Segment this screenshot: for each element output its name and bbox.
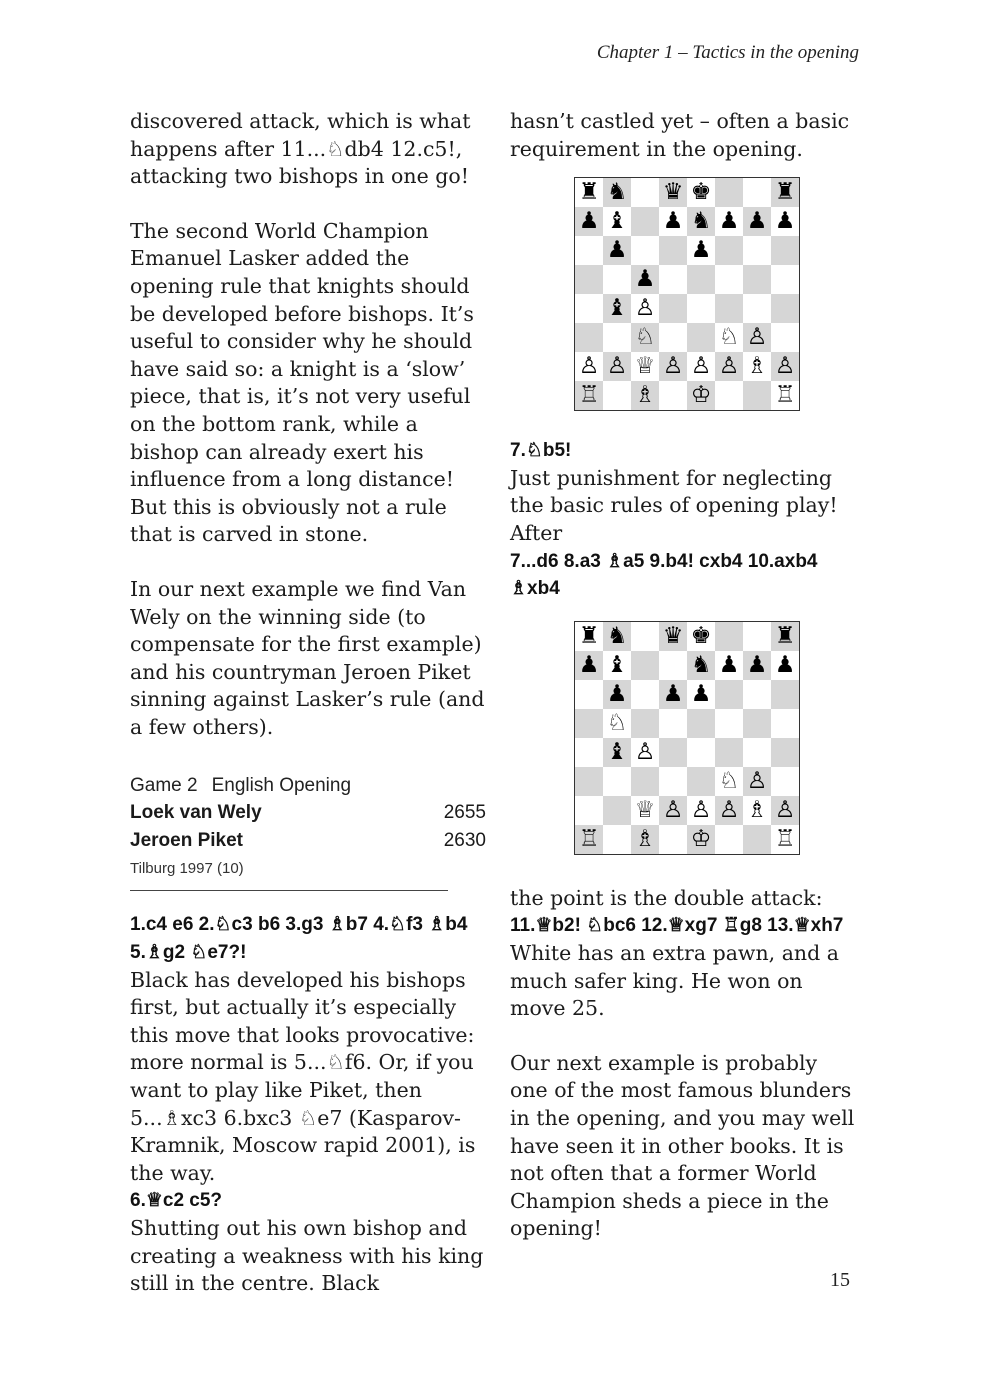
square-d2: ♙ [659,796,687,825]
square-a4 [575,738,603,767]
square-a1: ♖ [575,825,603,854]
square-f4 [715,294,743,323]
square-f7: ♟ [715,207,743,236]
square-f5 [715,265,743,294]
square-f4 [715,738,743,767]
white-player-row [130,799,486,827]
square-a3 [575,767,603,796]
square-h8: ♜ [771,178,799,207]
square-g8 [743,622,771,651]
square-d2: ♙ [659,352,687,381]
square-d3 [659,323,687,352]
game-title-line [130,772,486,799]
square-g2: ♗ [743,352,771,381]
paragraph-double-attack: the point is the double attack: [510,885,823,910]
square-a7: ♟ [575,651,603,680]
square-c2: ♕ [631,796,659,825]
square-e7: ♞ [687,651,715,680]
square-c4: ♙ [631,294,659,323]
white-player-name: Loek van Wely [130,802,262,824]
square-h7: ♟ [771,651,799,680]
square-f8 [715,178,743,207]
chess-diagram-2 [574,621,800,855]
square-f2: ♙ [715,352,743,381]
square-g7: ♟ [743,207,771,236]
square-g7: ♟ [743,651,771,680]
square-c6 [631,680,659,709]
paragraph-just-punishment: Just punishment for neglecting the basic rules of opening play! After [510,465,838,545]
square-h4 [771,738,799,767]
square-d7: ♟ [659,207,687,236]
square-c1: ♗ [631,825,659,854]
square-c3 [631,767,659,796]
moves-eleven-to-thirteen: 11.♕b2! ♘bc6 12.♕xg7 ♖g8 13.♕xh7 [510,915,844,937]
right-column [510,108,860,1243]
square-f8 [715,622,743,651]
paragraph-discovered-attack: discovered attack, which is what happens after 11...♘db4 12.c5!, attacking two bishops in one go! [130,109,471,189]
square-h6 [771,680,799,709]
square-c7 [631,207,659,236]
game-opening: English Opening [211,775,352,797]
square-a8: ♜ [575,178,603,207]
square-e2: ♙ [687,352,715,381]
square-f1 [715,381,743,410]
square-f5 [715,709,743,738]
square-g6 [743,236,771,265]
square-b6: ♟ [603,236,631,265]
square-d6 [659,236,687,265]
square-e5 [687,265,715,294]
square-a3 [575,323,603,352]
square-d5 [659,265,687,294]
square-a4 [575,294,603,323]
square-h5 [771,709,799,738]
square-e2: ♙ [687,796,715,825]
square-b3 [603,767,631,796]
square-c2: ♕ [631,352,659,381]
square-c8 [631,178,659,207]
paragraph-shutting-out: Shutting out his own bishop and creating a weakness with his king still in the centre. Black [130,1216,484,1296]
square-h7: ♟ [771,207,799,236]
square-h3 [771,767,799,796]
square-b1 [603,825,631,854]
square-b4: ♝ [603,738,631,767]
square-g1 [743,825,771,854]
square-b8: ♞ [603,178,631,207]
square-a7: ♟ [575,207,603,236]
square-e4 [687,738,715,767]
square-d4 [659,294,687,323]
square-c3: ♘ [631,323,659,352]
game-header [130,772,486,891]
square-e1: ♔ [687,825,715,854]
paragraph-bishops-first: Black has developed his bishops first, but actually it’s especially this move that looks provocative: more normal is 5...♘f6. Or, if you want to play like Piket, then 5...♗xc3 6.bxc3 ♘e7 (Kasparov-Kramnik, Moscow rapid 2001), is the way. [130,967,476,1185]
square-h8: ♜ [771,622,799,651]
square-h1: ♖ [771,381,799,410]
square-b2 [603,796,631,825]
moves-seven-to-ten: 7...d6 8.a3 ♗a5 9.b4! cxb4 10.axb4 ♗xb4 [510,550,818,600]
paragraph-not-castled: hasn’t castled yet – often a basic requirement in the opening. [510,109,850,161]
left-column [130,108,486,1298]
chess-diagram-1 [574,177,800,411]
square-b7: ♝ [603,207,631,236]
square-c4: ♙ [631,738,659,767]
square-b5: ♘ [603,709,631,738]
running-head: Chapter 1 – Tactics in the opening [596,42,859,63]
square-e3 [687,767,715,796]
square-f3: ♘ [715,323,743,352]
square-d8: ♛ [659,622,687,651]
white-player-rating: 2655 [443,802,486,824]
square-b6: ♟ [603,680,631,709]
square-a5 [575,709,603,738]
square-h2: ♙ [771,352,799,381]
square-a8: ♜ [575,622,603,651]
square-d8: ♛ [659,178,687,207]
square-d4 [659,738,687,767]
square-e5 [687,709,715,738]
square-a1: ♖ [575,381,603,410]
square-g6 [743,680,771,709]
chess-board [574,177,800,411]
square-g5 [743,709,771,738]
square-h3 [771,323,799,352]
square-d5 [659,709,687,738]
square-b3 [603,323,631,352]
square-a6 [575,236,603,265]
square-h5 [771,265,799,294]
square-g1 [743,381,771,410]
square-g4 [743,738,771,767]
square-d3 [659,767,687,796]
square-c6 [631,236,659,265]
square-a5 [575,265,603,294]
square-g3: ♙ [743,767,771,796]
game-number: Game 2 [130,775,198,797]
square-e6: ♟ [687,680,715,709]
square-g2: ♗ [743,796,771,825]
square-e7: ♞ [687,207,715,236]
square-c5 [631,709,659,738]
square-b5 [603,265,631,294]
paragraph-famous-blunder: Our next example is probably one of the most famous blunders in the opening, and you may well have seen it in other books. It is not often that a former World Champion sheds a piece in the opening! [510,1050,855,1241]
square-f7: ♟ [715,651,743,680]
square-d1 [659,381,687,410]
square-e1: ♔ [687,381,715,410]
square-b7: ♝ [603,651,631,680]
paragraph-extra-pawn: White has an extra pawn, and a much safer king. He won on move 25. [510,940,840,1021]
square-f6 [715,680,743,709]
square-f2: ♙ [715,796,743,825]
moves-opening-sequence: 1.c4 e6 2.♘c3 b6 3.g3 ♗b7 4.♘f3 ♗b4 5.♗g2 ♘e7?! [130,914,468,964]
square-e6: ♟ [687,236,715,265]
move-knight-b5: 7.♘b5! [510,440,572,462]
square-g5 [743,265,771,294]
chess-board [574,621,800,855]
square-b8: ♞ [603,622,631,651]
square-g8 [743,178,771,207]
square-g4 [743,294,771,323]
square-f1 [715,825,743,854]
square-d6: ♟ [659,680,687,709]
square-b1 [603,381,631,410]
paragraph-lasker-rule: The second World Champion Emanuel Lasker added the opening rule that knights should be developed before bishops. It’s useful to consider why he should have said so: a knight is a ‘slow’ piece, that is, it’s not very useful on the bottom rank, while a bishop can already exert his influence from a long distance! But this is obviously not a rule that is carved in stone. [130,218,474,547]
black-player-name: Jeroen Piket [130,829,243,851]
square-d1 [659,825,687,854]
square-a2: ♙ [575,352,603,381]
square-a6 [575,680,603,709]
square-d7 [659,651,687,680]
square-a2 [575,796,603,825]
square-h6 [771,236,799,265]
game-event: Tilburg 1997 (10) [130,860,244,878]
square-g3: ♙ [743,323,771,352]
square-e8: ♚ [687,178,715,207]
square-c5: ♟ [631,265,659,294]
square-c1: ♗ [631,381,659,410]
square-h4 [771,294,799,323]
square-c7 [631,651,659,680]
black-player-rating: 2630 [443,829,486,851]
square-h1: ♖ [771,825,799,854]
square-h2: ♙ [771,796,799,825]
square-c8 [631,622,659,651]
square-f6 [715,236,743,265]
square-e3 [687,323,715,352]
moves-queen-c2: 6.♕c2 c5? [130,1190,223,1212]
square-b4: ♝ [603,294,631,323]
page-number: 15 [830,1269,850,1291]
square-f3: ♘ [715,767,743,796]
square-e4 [687,294,715,323]
black-player-row [130,827,486,855]
square-e8: ♚ [687,622,715,651]
square-b2: ♙ [603,352,631,381]
paragraph-next-example: In our next example we find Van Wely on the winning side (to compensate for the first example) and his countryman Jeroen Piket sinning against Lasker’s rule (and a few others). [130,576,485,739]
